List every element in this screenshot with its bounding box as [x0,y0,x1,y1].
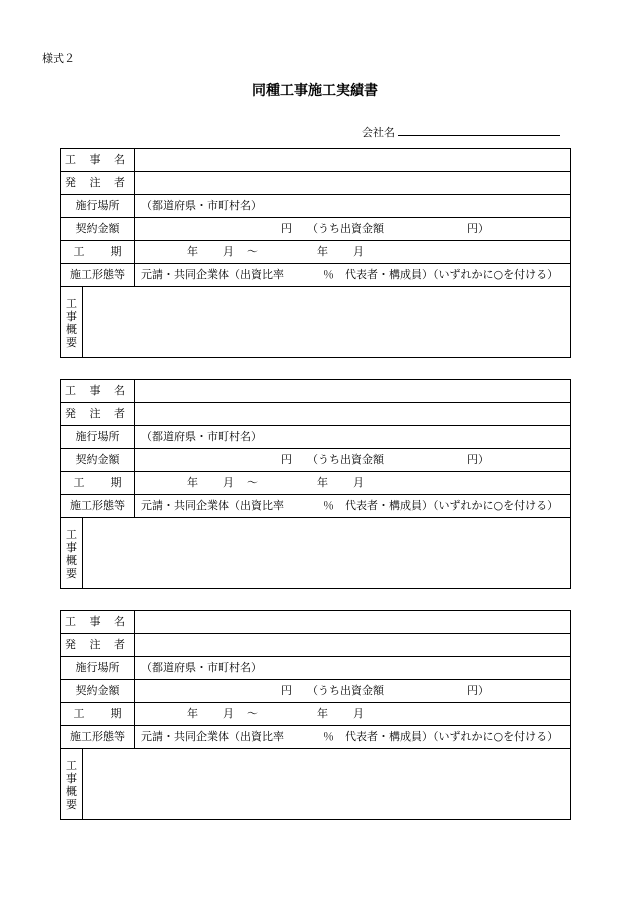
label-client: 発 注 者 [61,634,135,656]
period-end-year: 年 [317,707,328,720]
label-contract-amount: 契約金額 [61,680,135,702]
type-percent: ％ [323,730,334,743]
label-client: 発 注 者 [61,403,135,425]
row-location[interactable] [61,195,570,218]
location-hint: （都道府県・市町村名） [141,661,262,674]
type-role: 代表者・構成員）（いずれかに○を付ける） [345,499,559,512]
record-table-1 [60,148,571,358]
period-start-month: 月 [223,245,234,258]
period-tilde: ～ [247,707,258,720]
amount-yen: 円 [281,222,292,235]
row-project-name[interactable] [61,380,570,403]
period-tilde: ～ [247,476,258,489]
label-project-summary: 工事概要 [61,749,83,819]
label-project-name: 工 事 名 [61,149,135,171]
label-period: 工 期 [61,472,135,494]
label-contract-amount: 契約金額 [61,218,135,240]
amount-share-open: （うち出資金額 [307,222,384,235]
label-location: 施行場所 [61,195,135,217]
label-construction-type: 施工形態等 [61,495,135,517]
label-location: 施行場所 [61,657,135,679]
amount-yen: 円 [281,684,292,697]
company-name-line[interactable] [398,135,560,136]
row-period[interactable] [61,703,570,726]
type-role: 代表者・構成員）（いずれかに○を付ける） [345,268,559,281]
period-start-year: 年 [187,707,198,720]
amount-share-close: 円） [467,222,489,235]
amount-yen: 円 [281,453,292,466]
amount-share-close: 円） [467,453,489,466]
amount-share-close: 円） [467,684,489,697]
row-construction-type[interactable] [61,495,570,518]
row-project-name[interactable] [61,611,570,634]
row-project-name[interactable] [61,149,570,172]
label-period: 工 期 [61,703,135,725]
period-end-month: 月 [353,476,364,489]
company-name-label: 会社名 [362,126,395,139]
record-table-2 [60,379,571,589]
label-project-summary: 工事概要 [61,518,83,588]
row-period[interactable] [61,472,570,495]
type-text: 元請・共同企業体（出資比率 [141,499,284,512]
row-construction-type[interactable] [61,726,570,749]
label-project-name: 工 事 名 [61,611,135,633]
type-text: 元請・共同企業体（出資比率 [141,730,284,743]
row-contract-amount[interactable] [61,218,570,241]
period-start-year: 年 [187,476,198,489]
label-location: 施行場所 [61,426,135,448]
amount-share-open: （うち出資金額 [307,453,384,466]
location-hint: （都道府県・市町村名） [141,430,262,443]
form-number: 様式２ [42,52,75,65]
location-hint: （都道府県・市町村名） [141,199,262,212]
period-start-year: 年 [187,245,198,258]
type-role: 代表者・構成員）（いずれかに○を付ける） [345,730,559,743]
period-end-year: 年 [317,476,328,489]
label-construction-type: 施工形態等 [61,726,135,748]
period-end-month: 月 [353,707,364,720]
document-title: 同種工事施工実績書 [252,83,378,99]
row-location[interactable] [61,657,570,680]
period-start-month: 月 [223,707,234,720]
period-end-year: 年 [317,245,328,258]
type-text: 元請・共同企業体（出資比率 [141,268,284,281]
row-contract-amount[interactable] [61,449,570,472]
row-client[interactable] [61,403,570,426]
period-tilde: ～ [247,245,258,258]
row-client[interactable] [61,634,570,657]
label-project-name: 工 事 名 [61,380,135,402]
period-start-month: 月 [223,476,234,489]
label-client: 発 注 者 [61,172,135,194]
row-construction-type[interactable] [61,264,570,287]
label-contract-amount: 契約金額 [61,449,135,471]
row-contract-amount[interactable] [61,680,570,703]
label-construction-type: 施工形態等 [61,264,135,286]
amount-share-open: （うち出資金額 [307,684,384,697]
row-location[interactable] [61,426,570,449]
type-percent: ％ [323,499,334,512]
record-table-3 [60,610,571,820]
type-percent: ％ [323,268,334,281]
row-period[interactable] [61,241,570,264]
period-end-month: 月 [353,245,364,258]
row-client[interactable] [61,172,570,195]
label-project-summary: 工事概要 [61,287,83,357]
label-period: 工 期 [61,241,135,263]
